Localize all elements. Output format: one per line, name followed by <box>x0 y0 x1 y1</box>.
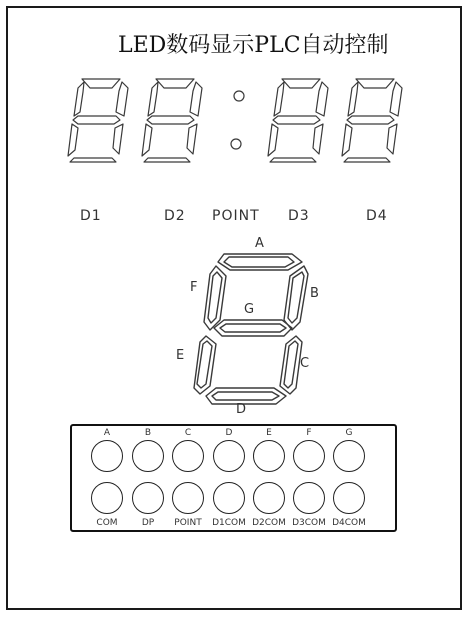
terminal-label: DP <box>141 518 155 528</box>
colon-dot-bottom <box>231 139 241 149</box>
terminal-label: D4COM <box>332 518 366 528</box>
digit-d2 <box>142 79 202 162</box>
terminal-pin-f[interactable] <box>293 440 325 472</box>
label-point: POINT <box>212 208 260 224</box>
terminal-label: B <box>144 428 152 438</box>
terminal-pin-g[interactable] <box>333 440 365 472</box>
label-d3: D3 <box>288 208 310 224</box>
terminal-label: COM <box>96 518 118 528</box>
terminal-pin-b[interactable] <box>132 440 164 472</box>
terminal-pin-d[interactable] <box>213 440 245 472</box>
digit-d1 <box>68 79 128 162</box>
terminal-label: G <box>345 428 353 438</box>
colon-dot-top <box>234 91 244 101</box>
terminal-panel <box>70 424 397 532</box>
terminal-label: A <box>103 428 111 438</box>
big-digit <box>194 254 308 404</box>
terminal-pin-d4com[interactable] <box>333 482 365 514</box>
terminal-label: D <box>225 428 233 438</box>
terminal-label: C <box>184 428 192 438</box>
terminal-pin-com[interactable] <box>91 482 123 514</box>
digit-d3 <box>268 79 328 162</box>
terminal-pin-d2com[interactable] <box>253 482 285 514</box>
label-d1: D1 <box>80 208 102 224</box>
terminal-pin-a[interactable] <box>91 440 123 472</box>
digit-d4 <box>342 79 402 162</box>
segment-label-g: G <box>244 302 255 317</box>
terminal-label: POINT <box>174 518 202 528</box>
terminal-label: D3COM <box>292 518 326 528</box>
segment-label-c: C <box>300 356 310 371</box>
terminal-pin-e[interactable] <box>253 440 285 472</box>
segment-label-d: D <box>236 402 247 417</box>
terminal-pin-dp[interactable] <box>132 482 164 514</box>
terminal-pin-point[interactable] <box>172 482 204 514</box>
terminal-label: D2COM <box>252 518 286 528</box>
label-d4: D4 <box>366 208 388 224</box>
terminal-pin-d1com[interactable] <box>213 482 245 514</box>
terminal-label: E <box>266 428 272 438</box>
segment-label-f: F <box>190 280 198 295</box>
label-d2: D2 <box>164 208 186 224</box>
segment-label-a: A <box>255 236 264 251</box>
terminal-label: D1COM <box>212 518 246 528</box>
terminal-pin-c[interactable] <box>172 440 204 472</box>
segment-label-e: E <box>176 348 185 363</box>
terminal-pin-d3com[interactable] <box>293 482 325 514</box>
terminal-label: F <box>306 428 312 438</box>
page-title: LED数码显示PLC自动控制 <box>118 33 389 58</box>
segment-g <box>214 320 292 336</box>
segment-label-b: B <box>310 286 319 301</box>
